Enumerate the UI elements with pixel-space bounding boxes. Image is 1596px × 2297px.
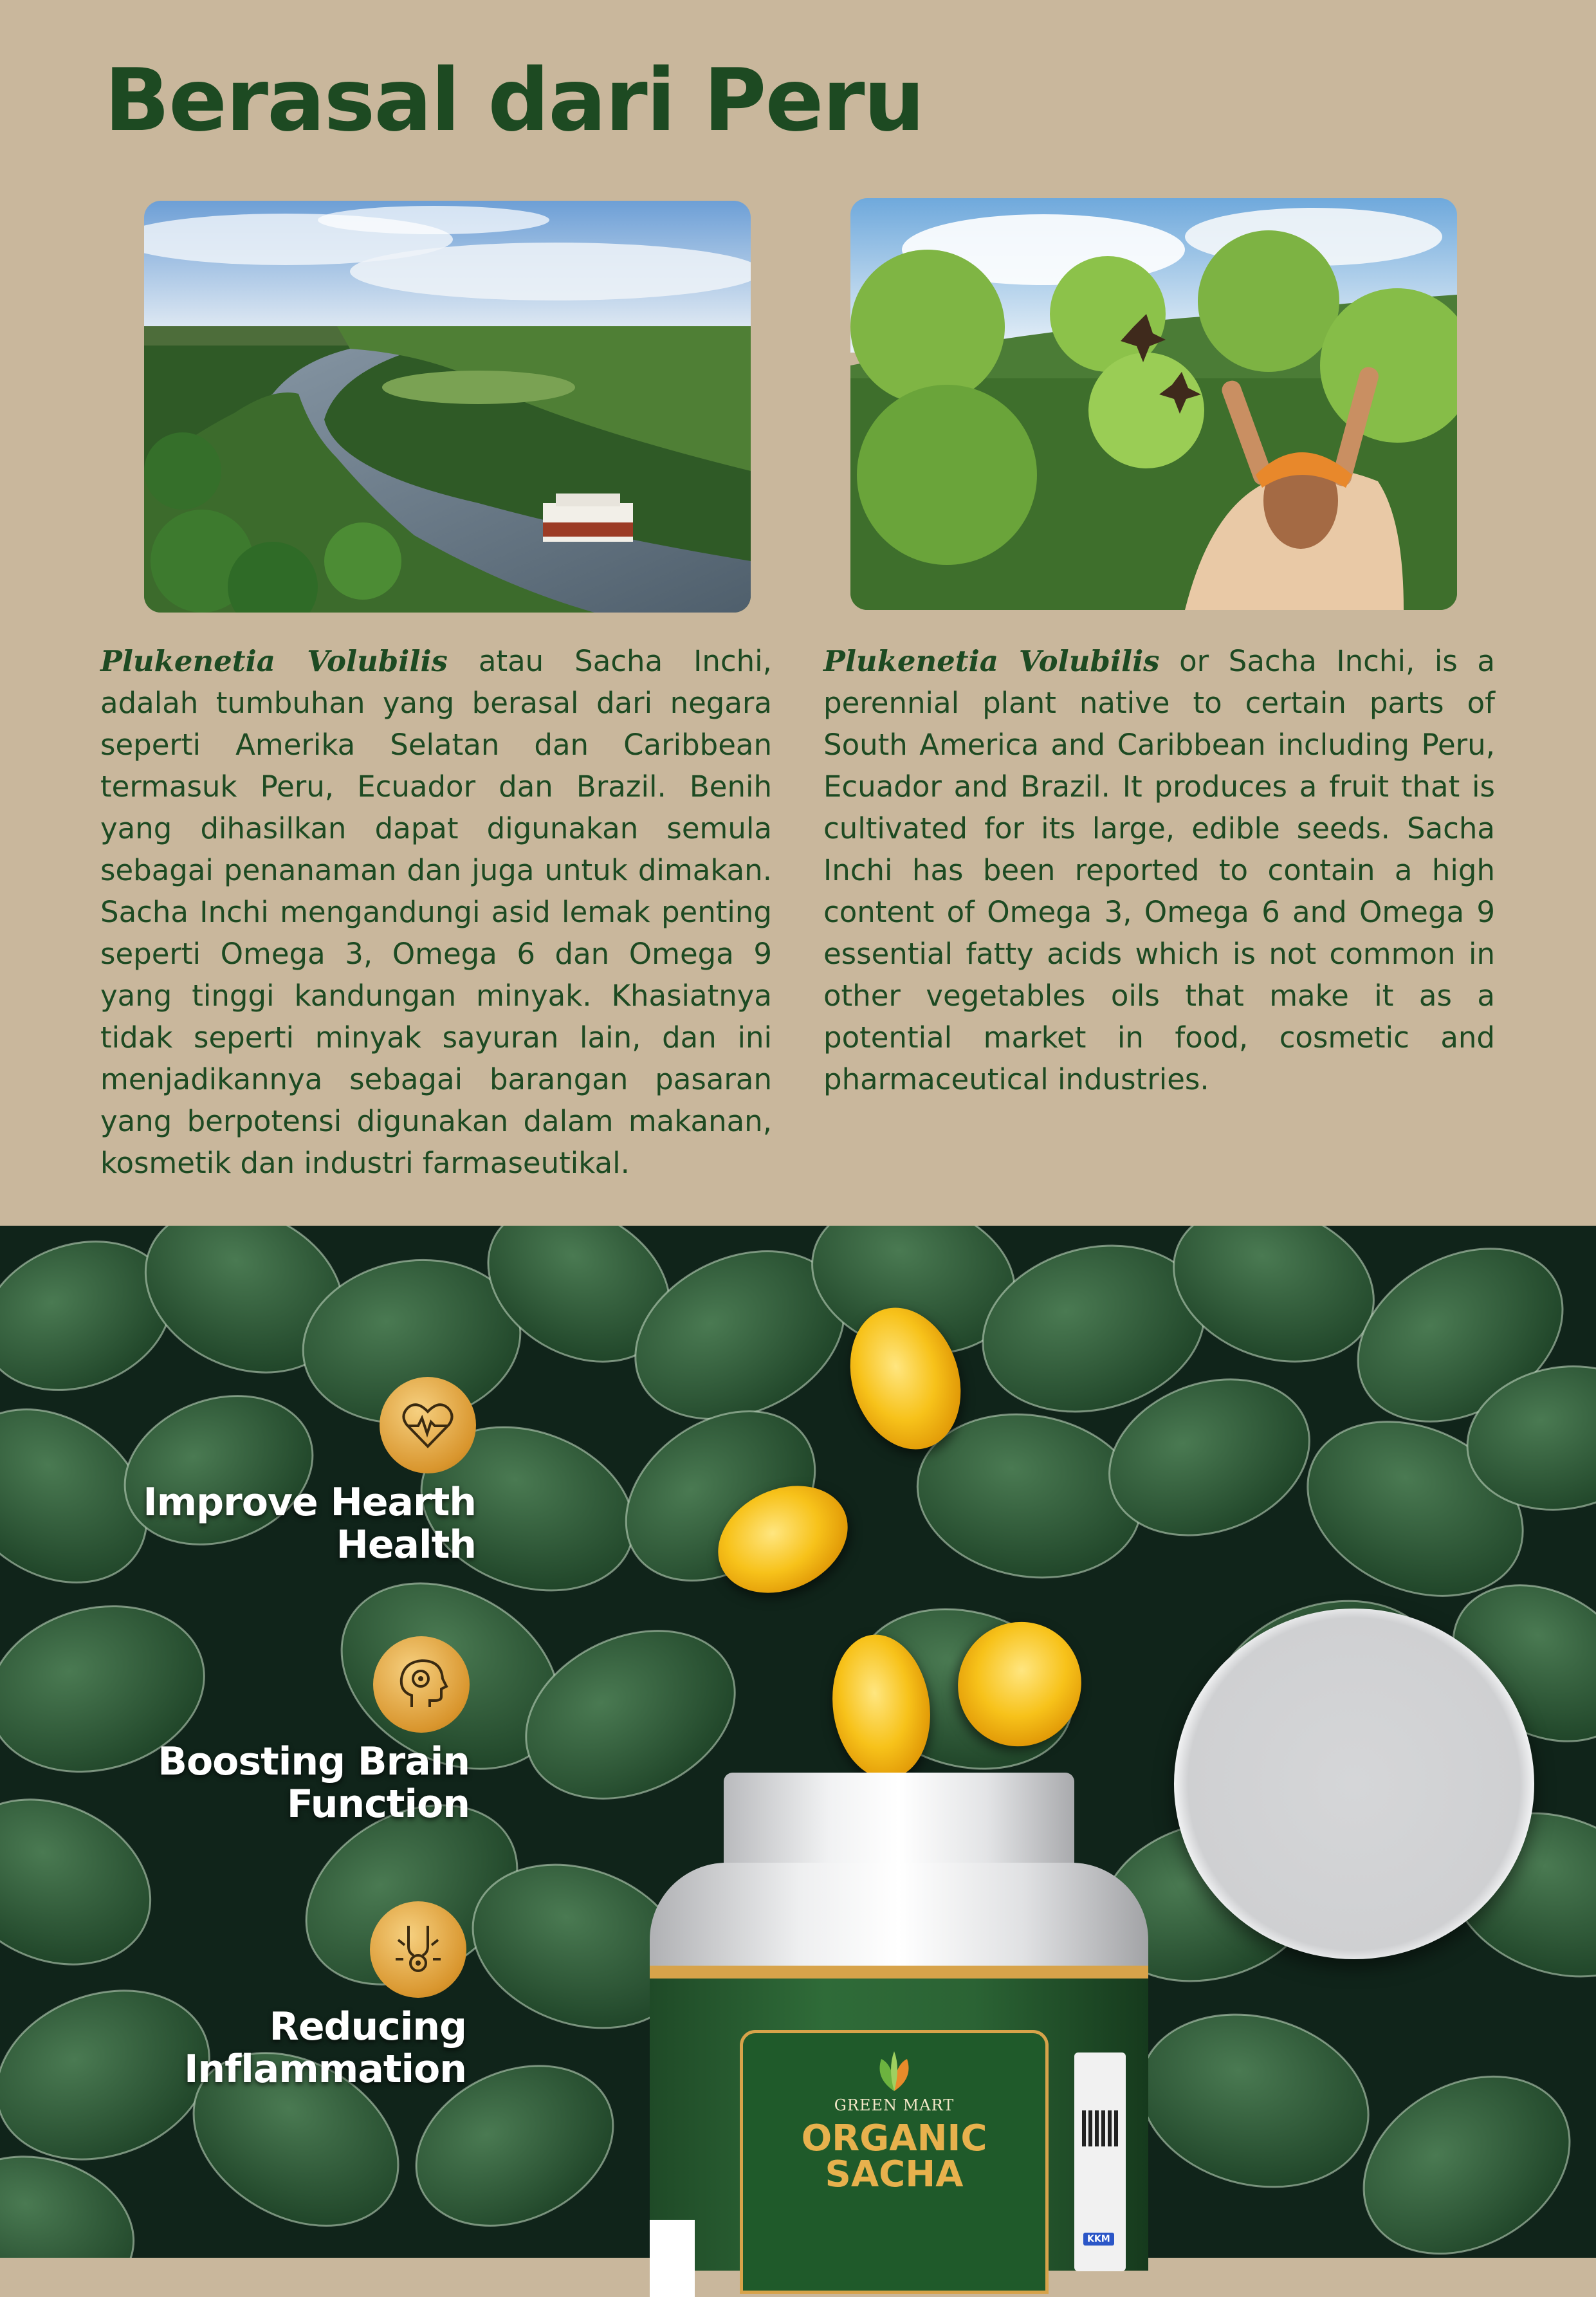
bottle-lid (1174, 1609, 1534, 1959)
river-photo (144, 201, 751, 613)
benefit-label: Reducing Inflammation (184, 2004, 466, 2092)
joint-inflammation-icon (370, 1901, 466, 1998)
bottle-neck (724, 1773, 1074, 1869)
benefit-heart-health (0, 1377, 476, 1566)
label-panel (740, 2030, 1049, 2294)
description-english-text: or Sacha Inchi, is a perennial plant native to certain parts of South America and Caribbean including Peru, Ecuador and Brazil. It produces a fruit that is cultivated for its large, edible seeds. Sacha Inchi has been reported to contain a high content of Omega 3, Omega 6 and Omega 9 essential fatty acids which is not common in other vegetables oils that make it as a potential market in food, cosmetic and pharmaceutical industries. (823, 644, 1495, 1096)
latin-name-malay: Plukenetia Volubilis (100, 644, 448, 678)
description-english (823, 640, 1495, 1100)
latin-name-english: Plukenetia Volubilis (823, 644, 1160, 678)
brain-gear-icon (373, 1636, 470, 1733)
benefit-label: Improve Hearth Health (143, 1480, 476, 1567)
benefit-brain-function (0, 1636, 470, 1825)
description-malay-text: atau Sacha Inchi, adalah tumbuhan yang berasal dari negara seperti Amerika Selatan dan Caribbean termasuk Peru, Ecuador dan Brazil. Benih yang dihasilkan dapat digunakan semula sebagai penanaman dan juga untuk dimakan. Sacha Inchi mengandungi asid lemak penting seperti Omega 3, Omega 6 dan Omega 9 yang tinggi kandungan minyak. Khasiatnya tidak seperti minyak sayuran lain, dan ini menjadikannya sebagai barangan pasaran yang berpotensi digunakan dalam makanan, kosmetik dan industri farmaseutikal. (100, 644, 772, 1180)
qr-code (1082, 2110, 1118, 2146)
kkm-badge: KKM (1083, 2233, 1114, 2246)
side-tag (650, 2220, 695, 2297)
page-title: Berasal dari Peru (104, 50, 924, 151)
green-mart-leaf-icon (868, 2046, 920, 2098)
description-malay (100, 640, 772, 1184)
heart-pulse-icon (380, 1377, 476, 1473)
benefit-inflammation (0, 1901, 466, 2090)
hologram-sticker (1074, 2053, 1126, 2271)
harvest-photo (850, 198, 1457, 610)
benefit-label: Boosting Brain Function (158, 1739, 470, 1827)
bottle-label (650, 1966, 1148, 2271)
brand-name: GREEN MART (834, 2096, 955, 2114)
product-bottle (650, 1773, 1148, 2258)
product-name: ORGANIC SACHA (801, 2117, 987, 2195)
